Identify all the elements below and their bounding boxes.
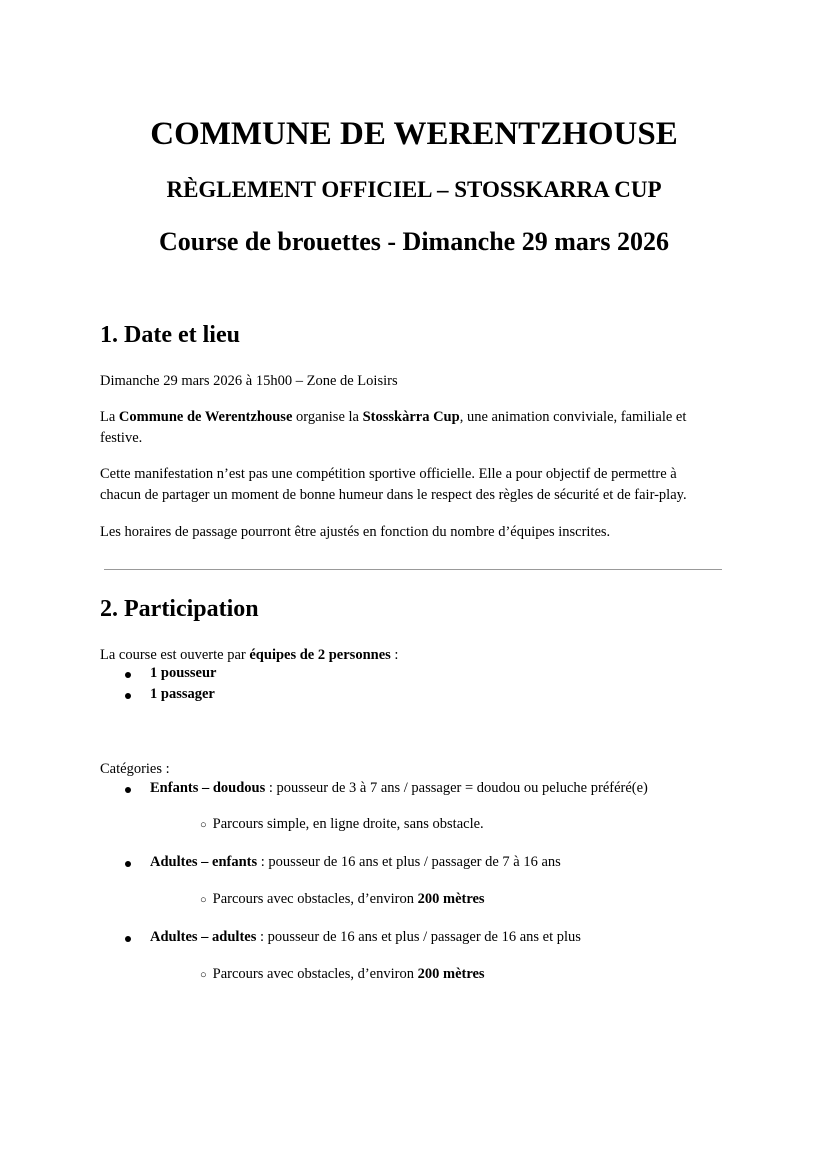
text: Cette manifestation n’est pas une compétition sportive officielle. Elle a pour objectif de permettre à	[100, 466, 677, 482]
event-title: Course de brouettes - Dimanche 29 mars 2026	[158, 227, 670, 256]
date-line: Dimanche 29 mars 2026 à 15h00 – Zone de Loisirs	[100, 373, 398, 389]
category-name: Enfants – doudous	[150, 780, 266, 796]
text-bold: Stosskàrra Cup	[362, 409, 460, 425]
bullet-icon	[125, 861, 131, 867]
bullet-icon	[125, 787, 131, 793]
text-bold: équipes de 2 personnes	[249, 647, 391, 663]
text: chacun de partager un moment de bonne humeur dans le respect des règles de sécurité et de fair-play.	[100, 487, 687, 503]
category-item	[150, 854, 561, 871]
section-heading-participation: 2. Participation	[100, 596, 259, 622]
category-detail	[200, 816, 484, 833]
text: Parcours avec obstacles, d’environ	[212, 966, 418, 982]
text: La course est ouverte par	[100, 647, 250, 663]
divider	[104, 569, 722, 570]
paragraph-organiser	[100, 407, 686, 449]
text-bold: 200 mètres	[417, 891, 485, 907]
categories-label: Catégories :	[100, 761, 170, 777]
category-detail	[200, 891, 485, 908]
bullet-icon	[125, 936, 131, 942]
doc-subtitle: RÈGLEMENT OFFICIEL – STOSSKARRA CUP	[166, 177, 662, 202]
bullet-icon	[125, 693, 131, 699]
paragraph-purpose	[100, 464, 687, 506]
category-name: Adultes – enfants	[150, 854, 258, 870]
category-desc: : pousseur de 3 à 7 ans / passager = doudou ou peluche préféré(e)	[265, 780, 648, 796]
section-heading-date: 1. Date et lieu	[100, 322, 240, 348]
category-name: Adultes – adultes	[150, 929, 257, 945]
text-bold: Commune de Werentzhouse	[118, 409, 293, 425]
circle-bullet-icon: ○	[200, 819, 207, 831]
team-member: 1 pousseur	[150, 665, 217, 681]
text: organise la	[292, 409, 363, 425]
text: festive.	[100, 430, 143, 446]
category-item	[150, 780, 648, 797]
text: La	[100, 409, 119, 425]
doc-title: COMMUNE DE WERENTZHOUSE	[150, 116, 678, 152]
category-desc: : pousseur de 16 ans et plus / passager de 7 à 16 ans	[257, 854, 561, 870]
text: Parcours simple, en ligne droite, sans obstacle.	[212, 816, 484, 832]
text: Parcours avec obstacles, d’environ	[212, 891, 418, 907]
text: , une animation conviviale, familiale et	[459, 409, 687, 425]
participation-intro	[100, 645, 398, 666]
paragraph-schedule: Les horaires de passage pourront être ajustés en fonction du nombre d’équipes inscrites.	[100, 524, 611, 540]
text-bold: 200 mètres	[417, 966, 485, 982]
team-member: 1 passager	[150, 686, 215, 702]
category-item	[150, 929, 581, 946]
category-detail	[200, 966, 485, 983]
category-desc: : pousseur de 16 ans et plus / passager de 16 ans et plus	[256, 929, 581, 945]
circle-bullet-icon: ○	[200, 894, 207, 906]
text: :	[390, 647, 399, 663]
bullet-icon	[125, 672, 131, 678]
circle-bullet-icon: ○	[200, 969, 207, 981]
